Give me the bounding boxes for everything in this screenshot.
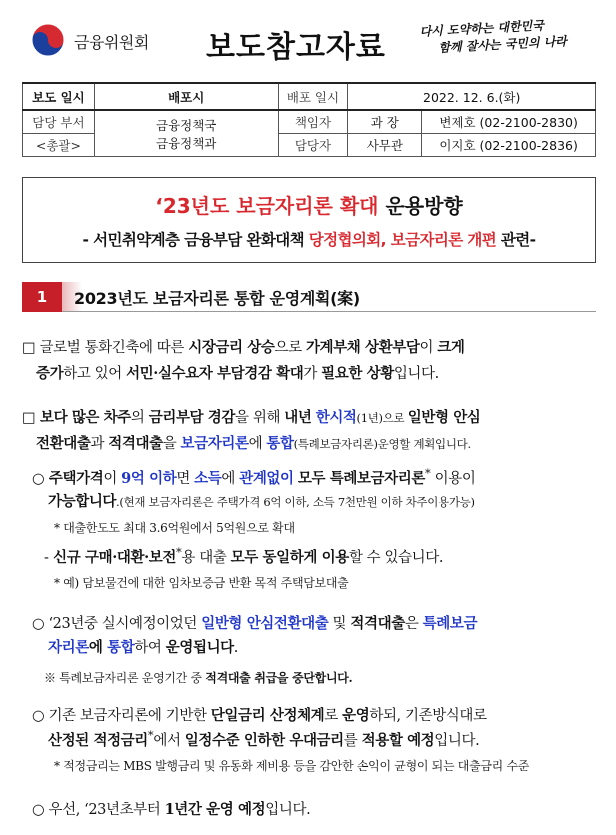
responsible-label: 책임자 bbox=[278, 110, 348, 134]
p7-line-2: 산정된 적정금리*에서 일정수준 인하한 우대금리를 적용할 예정입니다. bbox=[48, 728, 480, 749]
p2-line-1: □ 보다 많은 차주의 금리부담 경감을 위해 내년 한시적(1년)으로 일반형 안심 bbox=[22, 409, 481, 426]
p4-line-1: - 신규 구매·대환·보전*용 대출 모두 동일하게 이용할 수 있습니다. bbox=[44, 545, 444, 566]
department-name-2: 금융정책과 bbox=[156, 135, 217, 151]
org-name: 금융위원회 bbox=[74, 33, 149, 52]
department-value: <총괄> bbox=[23, 134, 95, 157]
p4-note: * 예) 담보물건에 대한 임차보증금 반환 목적 주택담보대출 bbox=[54, 576, 349, 590]
report-date-value: 배포시 bbox=[94, 83, 278, 110]
section-heading bbox=[22, 282, 596, 312]
info-table bbox=[22, 82, 596, 157]
p7-note: * 적정금리는 MBS 발행금리 및 유동화 제비용 등을 감안한 손익이 균형이 되는 대출금리 수준 bbox=[54, 759, 530, 773]
slogan-line-2: 함께 잘사는 국민의 나라 bbox=[438, 34, 568, 55]
p1-line-1: □ 글로벌 통화긴축에 따른 시장금리 상승으로 가계부채 상환부담이 크게 bbox=[22, 339, 465, 356]
department-name-1: 금융정책국 bbox=[156, 117, 217, 133]
p3-line-1: ○ 주택가격이 9억 이하면 소득에 관계없이 모두 특례보금자리론* 이용이 bbox=[32, 466, 476, 487]
p5-line-1: ○ ‘23년중 실시예정이었던 일반형 안심전환대출 및 적격대출은 특례보금 bbox=[32, 615, 478, 632]
distribution-date-label: 배포 일시 bbox=[278, 83, 348, 110]
p1-line-2: 증가하고 있어 서민·실수요자 부담경감 확대가 필요한 상황입니다. bbox=[36, 365, 439, 382]
contact-title: 사무관 bbox=[348, 134, 422, 157]
contact-name: 이지호 (02-2100-2836) bbox=[422, 134, 596, 157]
responsible-name: 변제호 (02-2100-2830) bbox=[422, 110, 596, 134]
report-date-label: 보도 일시 bbox=[23, 83, 95, 110]
p3-note: * 대출한도도 최대 3.6억원에서 5억원으로 확대 bbox=[54, 521, 295, 535]
department-names bbox=[94, 110, 278, 157]
title-box bbox=[22, 177, 596, 263]
p2-line-2: 전환대출과 적격대출을 보금자리론에 통합(특례보금자리론)운영할 계획입니다. bbox=[36, 435, 471, 452]
p5-line-2: 자리론에 통합하여 운영됩니다. bbox=[48, 639, 239, 656]
p6-note: ※ 특례보금자리론 운영기간 중 적격대출 취급을 중단합니다. bbox=[44, 671, 353, 685]
section-underline bbox=[62, 311, 596, 312]
responsible-title: 과 장 bbox=[348, 110, 422, 134]
sub-title: - 서민취약계층 금융부담 완화대책 당정협의회, 보금자리론 개편 관련- bbox=[82, 231, 536, 249]
doc-title: 보도참고자료 bbox=[206, 30, 386, 65]
distribution-date-value: 2022. 12. 6.(화) bbox=[348, 83, 596, 110]
section-number: 1 bbox=[22, 282, 62, 312]
main-title: ‘23년도 보금자리론 확대 운용방향 bbox=[155, 194, 463, 218]
slogan bbox=[419, 16, 567, 58]
section-title: 2023년도 보금자리론 통합 운영계획(案) bbox=[74, 289, 360, 308]
p8-line-1: ○ 우선, ‘23년초부터 1년간 운영 예정입니다. bbox=[32, 801, 311, 818]
slogan-line-1: 다시 도약하는 대한민국 bbox=[419, 18, 545, 39]
document-body bbox=[22, 330, 596, 830]
department-label: 담당 부서 bbox=[23, 110, 95, 134]
document-header bbox=[22, 16, 596, 68]
p7-line-1: ○ 기존 보금자리론에 기반한 단일금리 산정체계로 운영하되, 기존방식대로 bbox=[32, 707, 487, 724]
contact-label: 담당자 bbox=[278, 134, 348, 157]
taegeuk-logo-icon bbox=[30, 22, 66, 58]
p3-line-2: 가능합니다.(현재 보금자리론은 주택가격 6억 이하, 소득 7천만원 이하 차주이용가능) bbox=[48, 493, 475, 510]
